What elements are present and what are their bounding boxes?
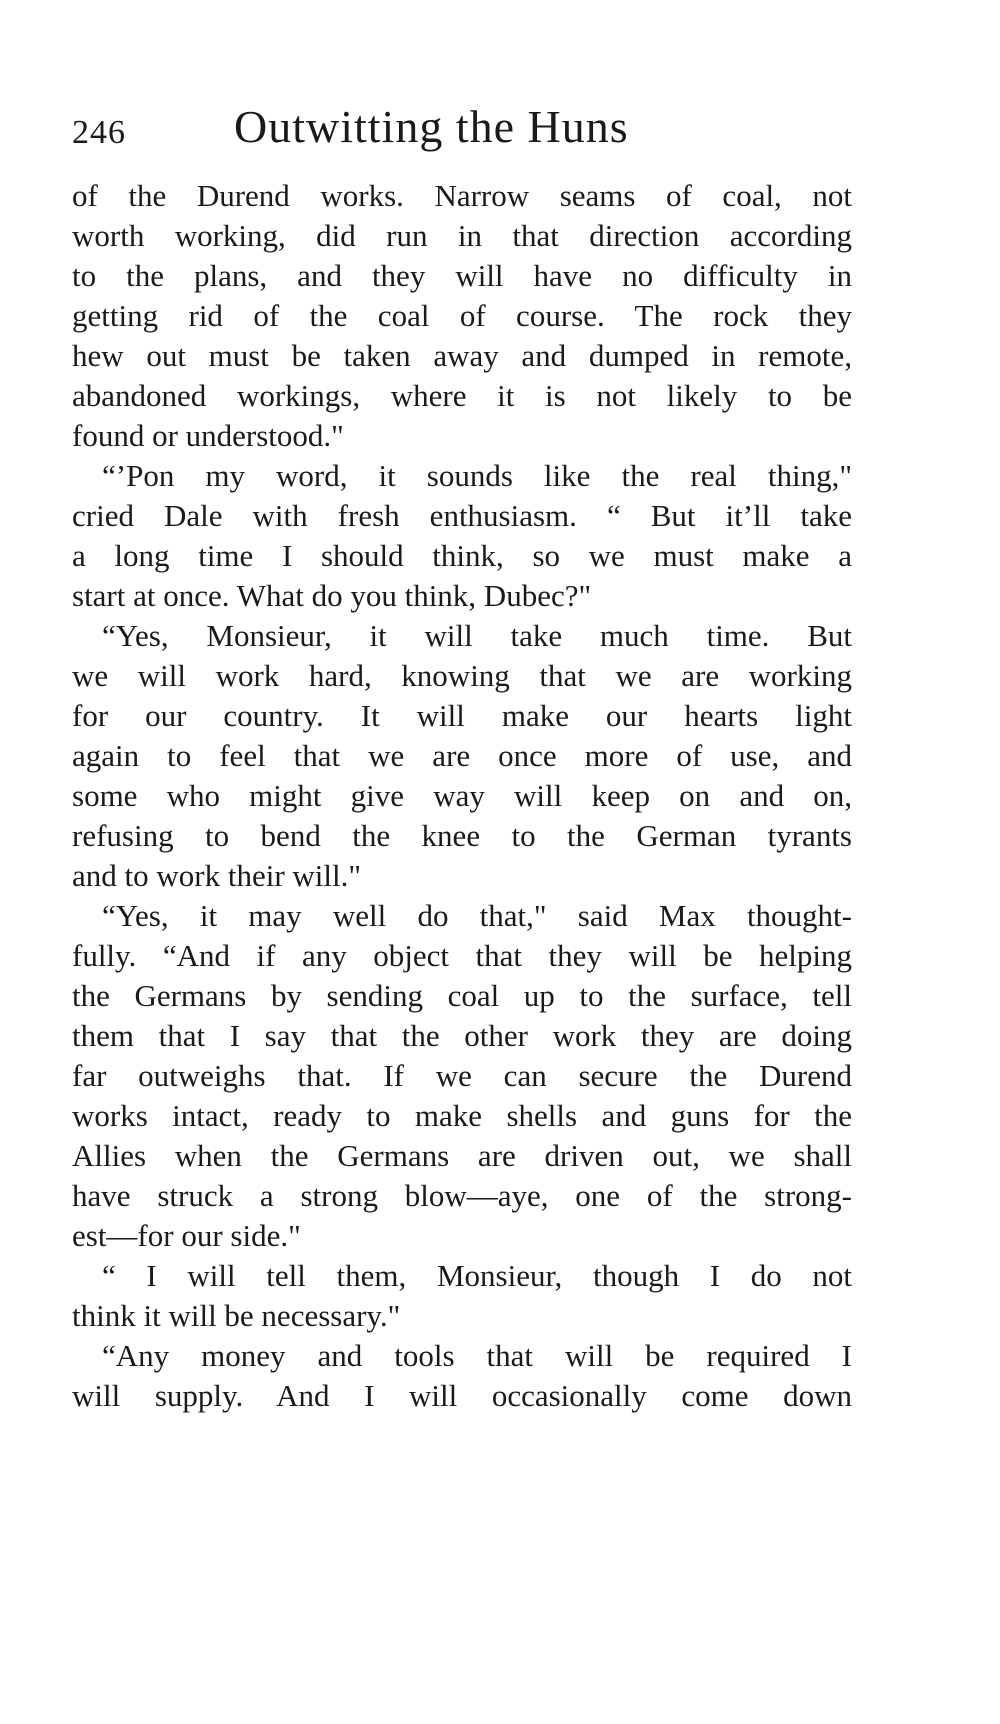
- text-line: “ I will tell them, Monsieur, though I do not: [102, 1258, 852, 1293]
- text-line: them that I say that the other work they are doing: [72, 1018, 852, 1053]
- text-line: will supply. And I will occasionally come down: [72, 1378, 852, 1413]
- text-line: “’Pon my word, it sounds like the real thing,": [102, 458, 852, 493]
- text-line: fully. “And if any object that they will be helping: [72, 938, 852, 973]
- text-line: again to feel that we are once more of use, and: [72, 738, 852, 773]
- paragraph-end-line: think it will be necessary.": [72, 1298, 401, 1333]
- text-line: works intact, ready to make shells and guns for the: [72, 1098, 852, 1133]
- text-line: we will work hard, knowing that we are working: [72, 658, 852, 693]
- paragraph-end-line: start at once. What do you think, Dubec?": [72, 578, 592, 613]
- paragraph-end-line: and to work their will.": [72, 858, 362, 893]
- text-line: refusing to bend the knee to the German tyrants: [72, 818, 852, 853]
- text-line: abandoned workings, where it is not likely to be: [72, 378, 852, 413]
- text-line: “Any money and tools that will be required I: [102, 1338, 852, 1373]
- text-line: “Yes, Monsieur, it will take much time. But: [102, 618, 852, 653]
- text-line: “Yes, it may well do that," said Max thought-: [102, 898, 852, 933]
- page-body: [72, 176, 852, 1416]
- text-line: cried Dale with fresh enthusiasm. “ But it’ll take: [72, 498, 852, 533]
- text-line: the Germans by sending coal up to the surface, tell: [72, 978, 852, 1013]
- paragraph-end-line: est—for our side.": [72, 1218, 301, 1253]
- paragraph-end-line: found or understood.": [72, 418, 344, 453]
- text-line: hew out must be taken away and dumped in remote,: [72, 338, 852, 373]
- text-line: Allies when the Germans are driven out, we shall: [72, 1138, 852, 1173]
- text-line: getting rid of the coal of course. The rock they: [72, 298, 852, 333]
- text-line: a long time I should think, so we must make a: [72, 538, 852, 573]
- page-header: [72, 100, 852, 160]
- text-line: to the plans, and they will have no difficulty in: [72, 258, 852, 293]
- running-title: Outwitting the Huns: [234, 101, 629, 152]
- text-line: have struck a strong blow—aye, one of the strong-: [72, 1178, 852, 1213]
- text-line: for our country. It will make our hearts light: [72, 698, 852, 733]
- text-line: far outweighs that. If we can secure the Durend: [72, 1058, 852, 1093]
- text-line: of the Durend works. Narrow seams of coal, not: [72, 178, 852, 213]
- page-number: 246: [72, 114, 126, 151]
- text-line: some who might give way will keep on and on,: [72, 778, 852, 813]
- text-line: worth working, did run in that direction according: [72, 218, 852, 253]
